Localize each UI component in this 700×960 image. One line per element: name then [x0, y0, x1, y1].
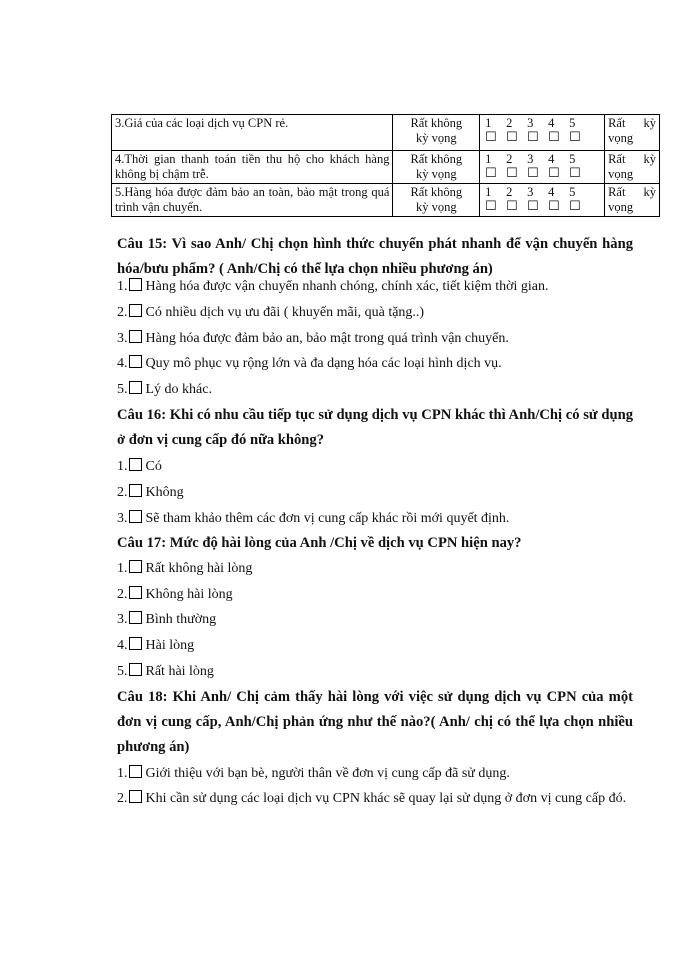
checkbox-icon[interactable]: [129, 355, 142, 368]
option-text: Hài lòng: [145, 638, 195, 653]
low-label-cell: [393, 151, 480, 184]
high-label-word1: Rất: [608, 152, 626, 166]
option-item: [117, 355, 633, 373]
checkbox-icon[interactable]: ☐: [506, 165, 518, 180]
checkbox-icon[interactable]: ☐: [506, 129, 518, 144]
option-number: 3.: [117, 612, 128, 627]
checkbox-icon[interactable]: [129, 381, 142, 394]
option-number: 4.: [117, 356, 128, 371]
scale-checkboxes: [485, 131, 601, 143]
option-item: [117, 510, 633, 528]
option-text: Hàng hóa được vận chuyển nhanh chóng, chính xác, tiết kiệm thời gian.: [145, 279, 549, 294]
scale-number: 1: [485, 185, 492, 199]
scale-checkboxes: [485, 167, 601, 179]
high-label-word1: Rất: [608, 185, 626, 199]
low-label-line1: Rất không: [410, 116, 463, 130]
scale-numbers: [485, 185, 601, 200]
option-item: [117, 330, 633, 348]
scale-numbers: [485, 152, 601, 167]
scale-number: 3: [527, 152, 534, 166]
high-label-word2: kỳ: [643, 152, 656, 166]
option-item: [117, 663, 633, 681]
scale-number: 2: [506, 116, 513, 130]
scale-checkboxes: [485, 200, 601, 212]
option-text: Lý do khác.: [145, 382, 212, 397]
option-item: [117, 611, 633, 629]
checkbox-icon[interactable]: [129, 611, 142, 624]
checkbox-icon[interactable]: [129, 765, 142, 778]
option-text: Sẽ tham khảo thêm các đơn vị cung cấp khác rồi mới quyết định.: [145, 511, 510, 526]
checkbox-icon[interactable]: ☐: [485, 198, 497, 213]
option-number: 5.: [117, 382, 128, 397]
checkbox-icon[interactable]: ☐: [485, 165, 497, 180]
scale-number: 4: [548, 152, 555, 166]
option-number: 2.: [117, 791, 128, 806]
option-number: 4.: [117, 638, 128, 653]
checkbox-icon[interactable]: ☐: [548, 129, 560, 144]
checkbox-icon[interactable]: ☐: [548, 198, 560, 213]
option-number: 3.: [117, 511, 128, 526]
statement-cell: 4.Thời gian thanh toán tiền thu hộ cho khách hàng không bị chậm trễ.: [112, 151, 393, 184]
high-label-line2: vọng: [608, 131, 634, 145]
scale-cell: [480, 115, 605, 151]
checkbox-icon[interactable]: [129, 790, 142, 803]
option-item: [117, 765, 633, 783]
checkbox-icon[interactable]: ☐: [569, 129, 581, 144]
high-label-word2: kỳ: [643, 185, 656, 199]
option-item: [117, 586, 633, 604]
checkbox-icon[interactable]: [129, 663, 142, 676]
scale-number: 5: [569, 185, 576, 199]
low-label-line2: kỳ vọng: [416, 167, 457, 181]
high-label-cell: [605, 184, 660, 217]
option-text: Rất hài lòng: [145, 664, 214, 679]
statement-cell: 3.Giá của các loại dịch vụ CPN rẻ.: [112, 115, 393, 151]
checkbox-icon[interactable]: [129, 637, 142, 650]
checkbox-icon[interactable]: ☐: [548, 165, 560, 180]
checkbox-icon[interactable]: [129, 510, 142, 523]
option-item: [117, 560, 633, 578]
checkbox-icon[interactable]: ☐: [527, 198, 539, 213]
option-text: Hàng hóa được đảm bảo an, bảo mật trong quá trình vận chuyển.: [145, 331, 509, 346]
checkbox-icon[interactable]: [129, 278, 142, 291]
low-label-line1: Rất không: [410, 152, 463, 166]
scale-number: 3: [527, 185, 534, 199]
scale-number: 2: [506, 185, 513, 199]
high-label-word1: Rất: [608, 116, 626, 130]
checkbox-icon[interactable]: ☐: [569, 198, 581, 213]
scale-number: 5: [569, 116, 576, 130]
statement-cell: 5.Hàng hóa được đảm bảo an toàn, bảo mật trong quá trình vận chuyển.: [112, 184, 393, 217]
table-row: [112, 115, 660, 151]
high-label-word2: kỳ: [643, 116, 656, 130]
high-label-line2: vọng: [608, 200, 634, 214]
option-number: 1.: [117, 459, 128, 474]
checkbox-icon[interactable]: [129, 304, 142, 317]
option-text: Có: [145, 459, 162, 474]
scale-number: 3: [527, 116, 534, 130]
option-text: Bình thường: [145, 612, 217, 627]
scale-number: 1: [485, 152, 492, 166]
option-item: [117, 381, 633, 399]
option-item: [117, 278, 633, 296]
low-label-line1: Rất không: [410, 185, 463, 199]
option-number: 1.: [117, 561, 128, 576]
checkbox-icon[interactable]: [129, 458, 142, 471]
checkbox-icon[interactable]: ☐: [485, 129, 497, 144]
option-number: 3.: [117, 331, 128, 346]
checkbox-icon[interactable]: ☐: [527, 129, 539, 144]
checkbox-icon[interactable]: ☐: [506, 198, 518, 213]
checkbox-icon[interactable]: [129, 484, 142, 497]
scale-number: 1: [485, 116, 492, 130]
low-label-line2: kỳ vọng: [416, 200, 457, 214]
scale-number: 4: [548, 116, 555, 130]
option-text: Rất không hài lòng: [145, 561, 253, 576]
scale-number: 2: [506, 152, 513, 166]
low-label-cell: [393, 115, 480, 151]
option-item: [117, 304, 633, 322]
low-label-cell: [393, 184, 480, 217]
option-number: 1.: [117, 279, 128, 294]
option-text: Giới thiệu với bạn bè, người thân về đơn vị cung cấp đã sử dụng.: [145, 766, 510, 781]
option-number: 5.: [117, 664, 128, 679]
scale-number: 5: [569, 152, 576, 166]
scale-number: 4: [548, 185, 555, 199]
scale-cell: [480, 184, 605, 217]
option-number: 2.: [117, 587, 128, 602]
question-18: Câu 18: Khi Anh/ Chị cảm thấy hài lòng với việc sử dụng dịch vụ CPN của một đơn vị cung cấp, Anh/Chị phản ứng như thế nào?( Anh/ chị có thể lựa chọn nhiều phương án): [117, 689, 633, 755]
checkbox-icon[interactable]: ☐: [527, 165, 539, 180]
checkbox-icon[interactable]: [129, 560, 142, 573]
checkbox-icon[interactable]: [129, 330, 142, 343]
table-row: [112, 184, 660, 217]
option-item: [117, 484, 633, 502]
low-label-line2: kỳ vọng: [416, 131, 457, 145]
option-item: [117, 458, 633, 476]
checkbox-icon[interactable]: ☐: [569, 165, 581, 180]
option-text: Có nhiều dịch vụ ưu đãi ( khuyến mãi, quà tặng..): [145, 305, 425, 320]
option-text: Quy mô phục vụ rộng lớn và đa dạng hóa các loại hình dịch vụ.: [145, 356, 502, 371]
option-text: Không: [145, 485, 184, 500]
option-item: [117, 637, 633, 655]
question-16: Câu 16: Khi có nhu cầu tiếp tục sử dụng dịch vụ CPN khác thì Anh/Chị có sử dụng ở đơn vị cung cấp đó nữa không?: [117, 407, 633, 448]
option-text: Không hài lòng: [145, 587, 233, 602]
option-item: [117, 786, 633, 812]
high-label-line2: vọng: [608, 167, 634, 181]
high-label-cell: [605, 115, 660, 151]
scale-numbers: [485, 116, 601, 131]
option-number: 1.: [117, 766, 128, 781]
high-label-cell: [605, 151, 660, 184]
option-number: 2.: [117, 305, 128, 320]
checkbox-icon[interactable]: [129, 586, 142, 599]
scale-cell: [480, 151, 605, 184]
option-text: Khi cần sử dụng các loại dịch vụ CPN khác sẽ quay lại sử dụng ở đơn vị cung cấp đó.: [145, 791, 627, 806]
rating-table: [111, 114, 660, 217]
option-number: 2.: [117, 485, 128, 500]
question-15: Câu 15: Vì sao Anh/ Chị chọn hình thức chuyển phát nhanh để vận chuyển hàng hóa/bưu phẩm? ( Anh/Chị có thể lựa chọn nhiều phương án): [117, 236, 633, 277]
table-row: [112, 151, 660, 184]
question-17: Câu 17: Mức độ hài lòng của Anh /Chị về dịch vụ CPN hiện nay?: [117, 535, 522, 551]
